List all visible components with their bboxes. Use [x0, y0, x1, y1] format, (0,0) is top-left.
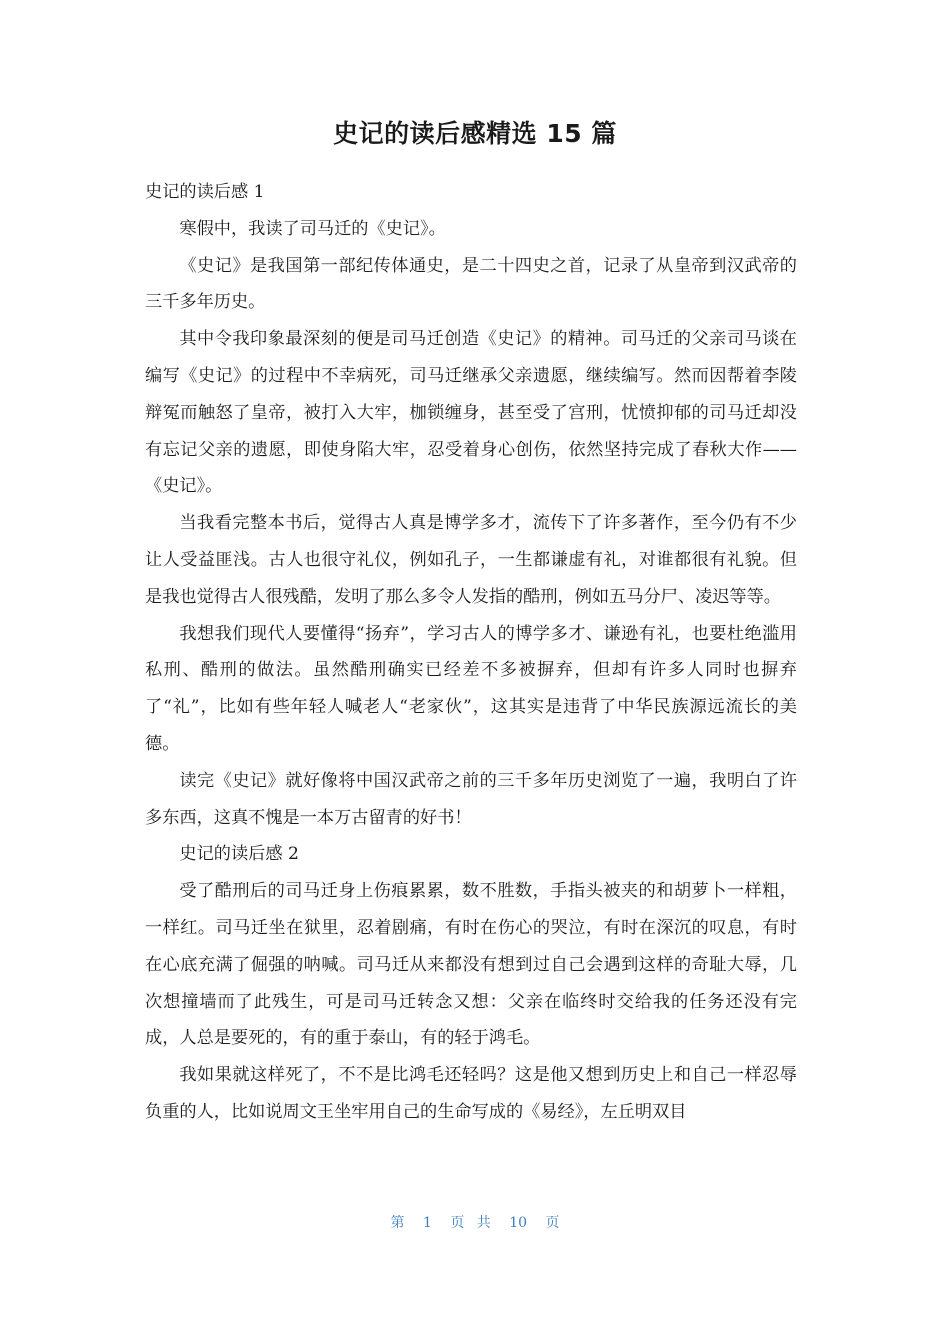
document-body — [145, 174, 797, 1131]
page-footer — [0, 1212, 950, 1234]
paragraph: 读完《史记》就好像将中国汉武帝之前的三千多年历史浏览了一遍，我明白了许多东西，这真不愧是一本万古留青的好书！ — [145, 770, 797, 828]
footer-page-middle: 页 共 — [450, 1215, 491, 1231]
footer-page-number: 1 — [422, 1215, 432, 1231]
footer-page-suffix: 页 — [545, 1215, 560, 1231]
footer-total-pages: 10 — [509, 1215, 528, 1231]
section-heading-2: 史记的读后感 2 — [179, 844, 299, 865]
footer-page-prefix: 第 — [390, 1215, 405, 1231]
paragraph: 《史记》是我国第一部纪传体通史，是二十四史之首，记录了从皇帝到汉武帝的三千多年历史。 — [145, 255, 797, 313]
paragraph: 当我看完整本书后，觉得古人真是博学多才，流传下了许多著作，至今仍有不少让人受益匪浅。古人也很守礼仪，例如孔子，一生都谦虚有礼，对谁都很有礼貌。但是我也觉得古人很残酷，发明了那么多令人发指的酷刑，例如五马分尸、凌迟等等。 — [145, 513, 797, 607]
paragraph: 受了酷刑后的司马迁身上伤痕累累，数不胜数，手指头被夹的和胡萝卜一样粗，一样红。司马迁坐在狱里，忍着剧痛，有时在伤心的哭泣，有时在深沉的叹息，有时在心底充满了倔强的呐喊。司马迁从来都没有想到过自己会遇到这样的奇耻大辱，几次想撞墙而了此残生，可是司马迁转念又想：父亲在临终时交给我的任务还没有完成，人总是要死的，有的重于泰山，有的轻于鸿毛。 — [145, 881, 797, 1049]
paragraph: 寒假中，我读了司马迁的《史记》。 — [179, 218, 446, 239]
paragraph: 我想我们现代人要懂得“扬弃”，学习古人的博学多才、谦逊有礼，也要杜绝滥用私刑、酷刑的做法。虽然酷刑确实已经差不多被摒弃，但却有许多人同时也摒弃了“礼”，比如有些年轻人喊老人“老家伙”，这其实是违背了中华民族源远流长的美德。 — [145, 623, 797, 754]
paragraph: 我如果就这样死了，不不是比鸿毛还轻吗？这是他又想到历史上和自己一样忍辱负重的人，比如说周文王坐牢用自己的生命写成的《易经》，左丘明双目 — [145, 1065, 797, 1122]
section-heading-1: 史记的读后感 1 — [145, 182, 265, 202]
document-title: 史记的读后感精选 15 篇 — [333, 119, 617, 148]
paragraph: 其中令我印象最深刻的便是司马迁创造《史记》的精神。司马迁的父亲司马谈在编写《史记》的过程中不幸病死，司马迁继承父亲遗愿，继续编写。然而因帮着李陵辩冤而触怒了皇帝，被打入大牢，枷锁缠身，甚至受了宫刑，忧愤抑郁的司马迁却没有忘记父亲的遗愿，即使身陷大牢，忍受着身心创伤，依然坚持完成了春秋大作——《史记》。 — [145, 329, 797, 497]
